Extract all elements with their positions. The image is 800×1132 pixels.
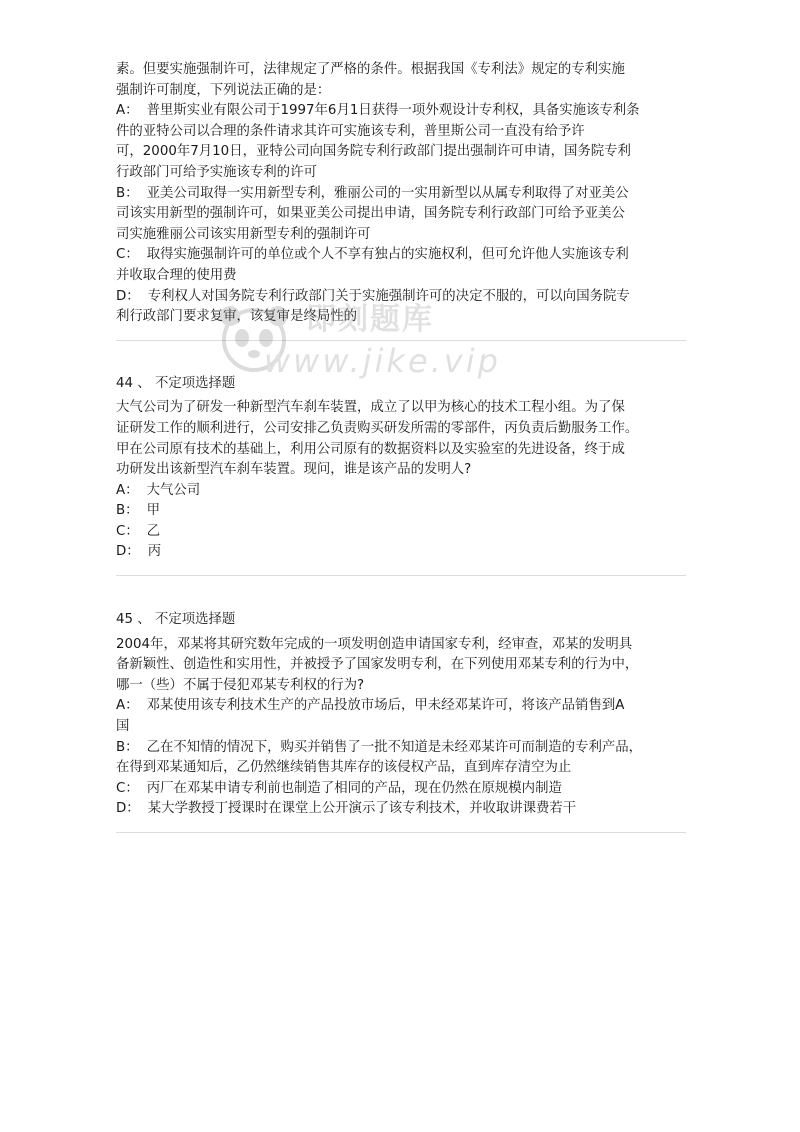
option-letter: D： bbox=[116, 288, 140, 304]
option-b bbox=[116, 501, 686, 522]
option-text: 乙 bbox=[146, 523, 161, 539]
option-letter: C： bbox=[116, 523, 139, 539]
option-text: 甲 bbox=[146, 503, 160, 519]
option-text: 普里斯实业有限公司于1997年6月1日获得一项外观设计专利权，具备实施该专利条 件的亚特公司以合理的条件请求其许可实施该专利，普里斯公司一直没有给予许 可，2000年7月10日，亚特公司向国务院专利行政部门提出强制许可申请，国务院专利 行政部门可给予实施该专利的许可 bbox=[116, 103, 640, 180]
option-a bbox=[116, 696, 686, 737]
option-text: 专利权人对国务院专利行政部门关于实施强制许可的决定不服的，可以向国务院专 利行政部门要求复审，该复审是终局性的 bbox=[116, 288, 630, 325]
watermark-title: 即刻题库 bbox=[306, 302, 434, 337]
option-text: 亚美公司取得一实用新型专利，雅丽公司的一实用新型以从属专利取得了对亚美公 司该实用新型的强制许可，如果亚美公司提出申请，国务院专利行政部门可给予亚美公 司实施雅丽公司该实用新型专利的强制许可 bbox=[116, 185, 629, 242]
watermark-url: www.jike.vip bbox=[264, 342, 501, 380]
option-text: 丙厂在邓某申请专利前也制造了相同的产品，现在仍然在原规模内制造 bbox=[146, 780, 562, 796]
option-letter: B： bbox=[116, 739, 139, 755]
option-letter: A： bbox=[116, 103, 139, 119]
option-d bbox=[116, 287, 686, 328]
option-letter: B： bbox=[116, 185, 139, 201]
question-divider bbox=[116, 340, 686, 341]
option-text: 取得实施强制许可的单位或个人不享有独占的实施权利，但可允许他人实施该专利 并收取合理的使用费 bbox=[116, 247, 629, 283]
option-b bbox=[116, 184, 686, 246]
option-text: 丙 bbox=[147, 544, 162, 560]
option-d bbox=[116, 799, 686, 820]
option-letter: C： bbox=[116, 247, 139, 263]
option-a bbox=[116, 101, 686, 183]
question-43-stem-tail: 素。但要实施强制许可，法律规定了严格的条件。根据我国《专利法》规定的专利实施 强制许可制度，下列说法正确的是： bbox=[116, 62, 625, 98]
option-b bbox=[116, 738, 686, 779]
option-c bbox=[116, 779, 686, 800]
option-letter: A： bbox=[116, 698, 139, 714]
document-page bbox=[116, 60, 686, 833]
option-letter: D： bbox=[116, 544, 140, 560]
question-45-stem: 2004年，邓某将其研究数年完成的一项发明创造申请国家专利，经审查，邓某的发明具 备新颖性、创造性和实用性，并被授予了国家发明专利，在下列使用邓某专利的行为中， 哪一（些）不属于侵犯邓某专利权的行为? bbox=[116, 636, 639, 693]
option-text: 邓某使用该专利技术生产的产品投放市场后，甲未经邓某许可，将该产品销售到A 国 bbox=[116, 698, 625, 735]
option-c bbox=[116, 522, 686, 543]
question-45-options bbox=[116, 696, 686, 820]
option-d bbox=[116, 542, 686, 563]
option-text: 大气公司 bbox=[146, 482, 201, 498]
option-letter: C： bbox=[116, 780, 139, 796]
option-text: 乙在不知情的情况下，购买并销售了一批不知道是未经邓某许可而制造的专利产品， 在得到邓某通知后，乙仍然继续销售其库存的该侵权产品，直到库存清空为止 bbox=[116, 739, 643, 776]
question-45-header: 45 、 不定项选择题 bbox=[116, 612, 236, 628]
option-letter: D： bbox=[116, 801, 140, 817]
option-c bbox=[116, 245, 686, 286]
question-44-stem: 大气公司为了研发一种新型汽车刹车装置，成立了以甲为核心的技术工程小组。为了保 证研发工作的顺利进行，公司安排乙负责购买研发所需的零部件，丙负责后勤服务工作。 甲在公司原有技术的基础上，利用公司原有的数据资料以及实验室的先进设备，终于成 功研发出该新型汽车刹车装置。现问，谁是该产品的发明人? bbox=[116, 400, 639, 478]
question-divider bbox=[116, 832, 686, 833]
option-letter: A： bbox=[116, 482, 139, 498]
question-43-options bbox=[116, 101, 686, 328]
option-a bbox=[116, 481, 686, 502]
question-44-header: 44 、 不定项选择题 bbox=[116, 375, 236, 391]
question-44-options bbox=[116, 481, 686, 563]
option-letter: B： bbox=[116, 503, 139, 519]
option-text: 某大学教授丁授课时在课堂上公开演示了该专利技术，并收取讲课费若干 bbox=[147, 801, 577, 817]
question-divider bbox=[116, 575, 686, 576]
